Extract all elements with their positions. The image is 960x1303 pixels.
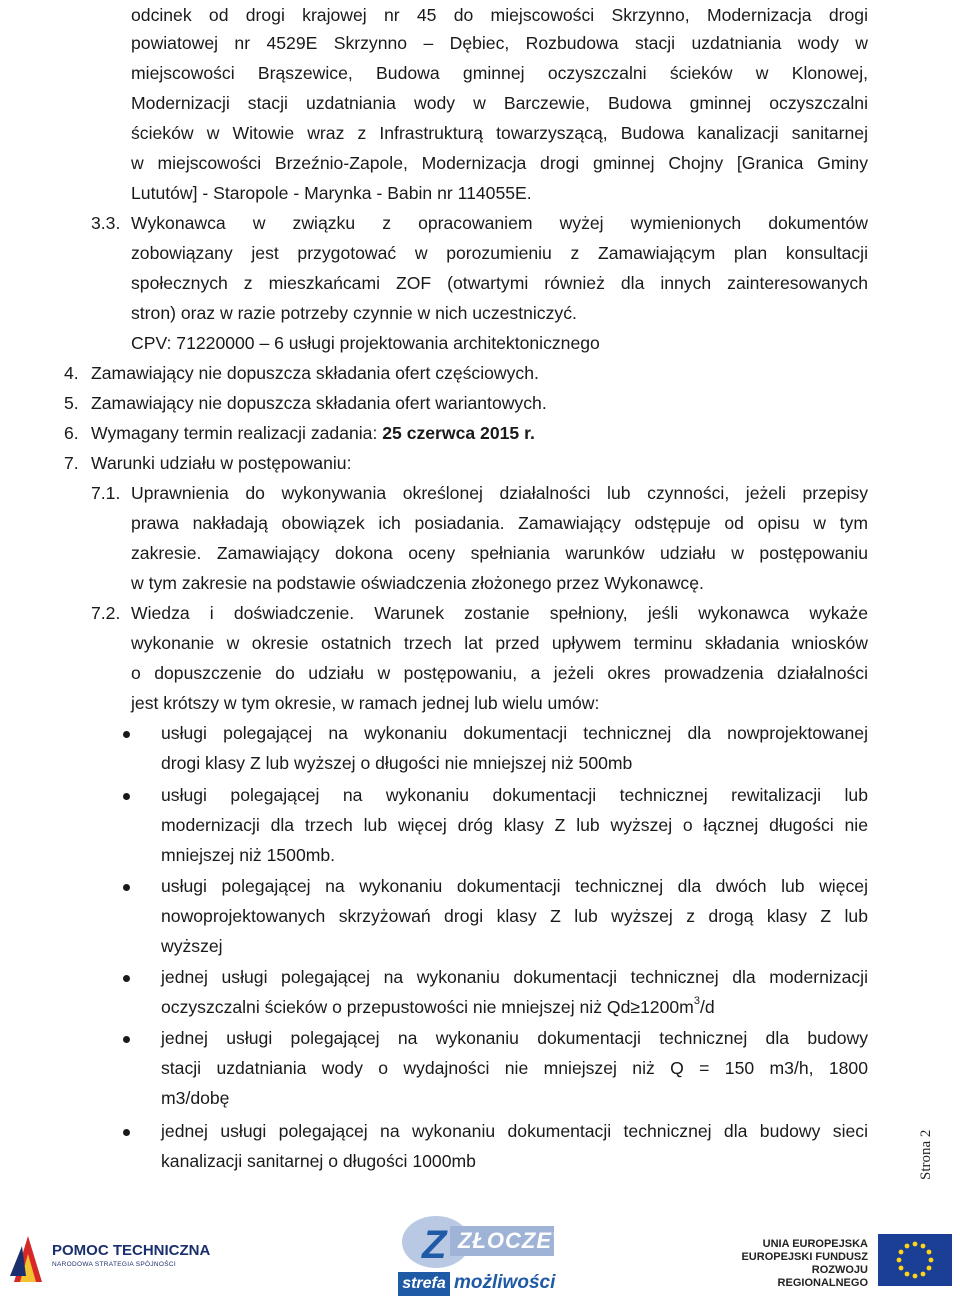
- section-number: 7.1.: [91, 483, 121, 503]
- bullet-line: stacji uzdatniania wody o wydajności nie mniejszej niż Q = 150 m3/h, 1800: [161, 1058, 868, 1078]
- eu-line: UNIA EUROPEJSKA: [762, 1238, 868, 1250]
- eu-stars-icon: [878, 1234, 952, 1286]
- pomoc-techniczna-logo: [8, 1228, 218, 1292]
- pt-subtitle: NARODOWA STRATEGIA SPÓJNOŚCI: [52, 1261, 176, 1268]
- eu-text: [730, 1238, 868, 1290]
- svg-text:Z: Z: [422, 1223, 447, 1267]
- zloczew-mozliwosci: możliwości: [454, 1272, 556, 1293]
- pt-title: POMOC TECHNICZNA: [52, 1242, 211, 1259]
- bullet-line: jednej usługi polegającej na wykonaniu dokumentacji technicznej dla modernizacji: [161, 967, 868, 987]
- body-line: społecznych z mieszkańcami ZOF (otwartymi również dla innych zainteresowanych: [131, 273, 868, 293]
- eu-flag-icon: [878, 1234, 952, 1286]
- bullet-line: nowoprojektowanych skrzyżowań drogi klasy Z lub wyższej z drogą klasy Z lub: [161, 906, 868, 926]
- deadline-date: 25 czerwca 2015 r.: [382, 423, 535, 443]
- body-line: Modernizacji stacji uzdatniania wody w Barczewie, Budowa gminnej oczyszczalni: [131, 93, 868, 113]
- body-line: zakresie. Zamawiający dokona oceny spełniania warunków udziału w postępowaniu: [131, 543, 868, 563]
- body-line: Uprawnienia do wykonywania określonej działalności lub czynności, jeżeli przepisy: [131, 483, 868, 503]
- eu-logo: [730, 1232, 952, 1294]
- body-line: jest krótszy w tym okresie, w ramach jednej lub wielu umów:: [131, 693, 600, 713]
- body-line: zobowiązany jest przygotować w porozumieniu z Zamawiającym plan konsultacji: [131, 243, 868, 263]
- body-line: powiatowej nr 4529E Skrzynno – Dębiec, Rozbudowa stacji uzdatniania wody w: [131, 33, 868, 53]
- bullet-line: jednej usługi polegającej na wykonaniu dokumentacji technicznej dla budowy: [161, 1028, 868, 1048]
- body-line: stron) oraz w razie potrzeby czynnie w nich uczestniczyć.: [131, 303, 577, 323]
- bullet-icon: [123, 793, 130, 800]
- bullet-line: wyższej: [161, 936, 223, 956]
- bullet-line: modernizacji dla trzech lub więcej dróg klasy Z lub wyższej o łącznej długości nie: [161, 815, 868, 835]
- bullet-line: mniejszej niż 1500mb.: [161, 845, 336, 865]
- list-number: 6.: [64, 423, 79, 443]
- section-number: 3.3.: [91, 213, 121, 233]
- zloczew-name: ZŁOCZEW: [458, 1228, 574, 1253]
- bullet-line: [161, 992, 715, 1022]
- list-item-text: Warunki udziału w postępowaniu:: [91, 453, 352, 473]
- list-number: 7.: [64, 453, 79, 473]
- list-item-text: Zamawiający nie dopuszcza składania ofert wariantowych.: [91, 393, 547, 413]
- deadline-label: Wymagany termin realizacji zadania:: [91, 423, 383, 443]
- eu-line: ROZWOJU REGIONALNEGO: [777, 1264, 868, 1289]
- footer-logos: [0, 1210, 960, 1303]
- bullet-text: /d: [699, 997, 715, 1017]
- superscript: 3: [693, 995, 700, 1007]
- list-number: 4.: [64, 363, 79, 383]
- body-line: ścieków w Witowie wraz z Infrastrukturą towarzyszącą, Budowa kanalizacji sanitarnej: [131, 123, 868, 143]
- body-line: odcinek od drogi krajowej nr 45 do miejscowości Skrzynno, Modernizacja drogi: [131, 5, 868, 25]
- bullet-icon: [123, 975, 130, 982]
- list-number: 5.: [64, 393, 79, 413]
- body-line: w miejscowości Brzeźnio-Zapole, Modernizacja drogi gminnej Chojny [Granica Gminy: [131, 153, 868, 173]
- bullet-line: m3/dobę: [161, 1088, 230, 1108]
- body-line: Lututów] - Staropole - Marynka - Babin nr 114055E.: [131, 183, 532, 203]
- cpv-line: CPV: 71220000 – 6 usługi projektowania architektonicznego: [131, 333, 600, 353]
- page-number-text: Strona 2: [918, 1129, 934, 1180]
- bullet-icon: [123, 1129, 130, 1136]
- bullet-line: kanalizacji sanitarnej o długości 1000mb: [161, 1151, 476, 1171]
- bullet-line: jednej usługi polegającej na wykonaniu dokumentacji technicznej dla budowy sieci: [161, 1121, 868, 1141]
- page-number: [918, 1120, 946, 1190]
- list-item-text: [91, 418, 535, 448]
- zloczew-logo: [392, 1214, 574, 1302]
- section-number: 7.2.: [91, 603, 121, 623]
- bullet-line: drogi klasy Z lub wyższej o długości nie mniejszej niż 500mb: [161, 753, 633, 773]
- bullet-text: oczyszczalni ścieków o przepustowości nie mniejszej niż Qd≥1200m: [161, 997, 694, 1017]
- body-line: prawa nakładają obowiązek ich posiadania. Zamawiający odstępuje od opisu w tym: [131, 513, 868, 533]
- body-line: w tym zakresie na podstawie oświadczenia złożonego przez Wykonawcę.: [131, 573, 704, 593]
- pt-emblem-icon: [8, 1232, 48, 1288]
- bullet-icon: [123, 1036, 130, 1043]
- body-line: Wykonawca w związku z opracowaniem wyżej wymienionych dokumentów: [131, 213, 868, 233]
- bullet-line: usługi polegającej na wykonaniu dokumentacji technicznej rewitalizacji lub: [161, 785, 868, 805]
- eu-line: EUROPEJSKI FUNDUSZ: [741, 1251, 868, 1263]
- bullet-icon: [123, 884, 130, 891]
- bullet-line: usługi polegającej na wykonaniu dokumentacji technicznej dla nowprojektowanej: [161, 723, 868, 743]
- bullet-icon: [123, 731, 130, 738]
- list-item-text: Zamawiający nie dopuszcza składania ofert częściowych.: [91, 363, 539, 383]
- body-line: o dopuszczenie do udziału w postępowaniu, a jeżeli okres prowadzenia działalności: [131, 663, 868, 683]
- bullet-line: usługi polegającej na wykonaniu dokumentacji technicznej dla dwóch lub więcej: [161, 876, 868, 896]
- body-line: miejscowości Brąszewice, Budowa gminnej oczyszczalni ścieków w Klonowej,: [131, 63, 868, 83]
- zloczew-strefa: strefa: [398, 1272, 450, 1296]
- body-line: wykonanie w okresie ostatnich trzech lat przed upływem terminu składania wniosków: [131, 633, 868, 653]
- body-line: Wiedza i doświadczenie. Warunek zostanie spełniony, jeśli wykonawca wykaże: [131, 603, 868, 623]
